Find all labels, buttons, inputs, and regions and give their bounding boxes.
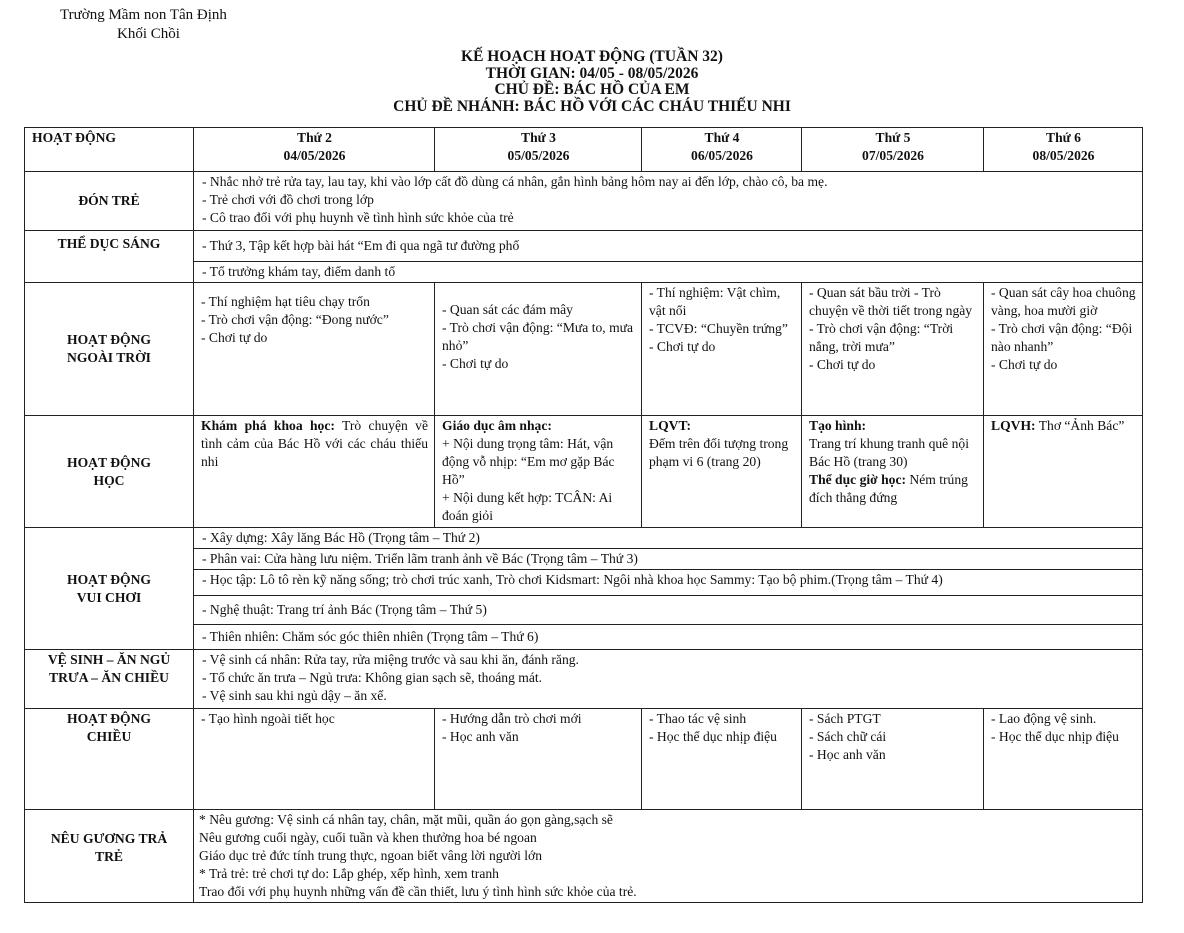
text-line: - Thí nghiệm: Vật chìm, vật nổi: [649, 285, 781, 318]
label-line: CHIỀU: [86, 729, 132, 744]
day-name: Thứ 3: [521, 130, 556, 145]
text-line: - Chơi tự do: [991, 357, 1058, 372]
text-line: - Hướng dẫn trò chơi mới: [442, 711, 582, 726]
document-title-block: [0, 49, 1184, 115]
text-line: - Thí nghiệm hạt tiêu chạy trốn: [201, 294, 370, 309]
text-line: * Nêu gương: Vệ sinh cá nhân tay, chân, mặt mũi, quần áo gọn gàng,sạch sẽ: [199, 812, 613, 827]
label-line: VỆ SINH – ĂN NGỦ: [47, 652, 171, 667]
subject-text: Đếm trên đối tượng trong phạm vi 6 (trang 20): [649, 436, 789, 469]
label-line: NÊU GƯƠNG TRẢ: [50, 831, 168, 846]
school-header: [60, 6, 227, 44]
hoc-fri: [984, 416, 1143, 528]
row-ve-sinh: [25, 650, 1143, 709]
text-line: Trao đổi với phụ huynh những vấn đề cần thiết, lưu ý tình hình sức khỏe của trẻ.: [199, 884, 637, 899]
chieu-mon: [194, 709, 435, 810]
the-duc-sang-line1: - Thứ 3, Tập kết hợp bài hát “Em đi qua ngã tư đường phố: [194, 231, 1143, 262]
text-line: - Lao động vệ sinh.: [991, 711, 1097, 726]
subject-title: LQVH:: [991, 418, 1036, 433]
text-line: + Nội dung trọng tâm: Hát, vận động vỗ nhịp: “Em mơ gặp Bác Hồ”: [442, 436, 615, 487]
text-line: - Chơi tự do: [649, 339, 716, 354]
day-name: Thứ 5: [875, 130, 911, 145]
day-header-wed: [642, 128, 802, 172]
row-label-neu-guong: [25, 810, 194, 903]
vui-choi-line: - Học tập: Lô tô rèn kỹ năng sống; trò chơi trúc xanh, Trò chơi Kidsmart: Ngôi nhà khoa học Sammy: Tạo bộ phim.(Trọng tâm – Thứ 4): [194, 570, 1143, 596]
vui-choi-line: - Nghệ thuật: Trang trí ảnh Bác (Trọng tâm – Thứ 5): [194, 596, 1143, 625]
text-line: - Sách PTGT: [809, 711, 881, 726]
chieu-thu: [802, 709, 984, 810]
school-name: Trường Mầm non Tân Định: [60, 7, 227, 23]
day-name: Thứ 4: [704, 130, 740, 145]
subject-text: Trò chuyện về tình cảm của Bác Hồ với các cháu thiếu nhi: [201, 418, 428, 469]
label-line: HOẠT ĐỘNG: [67, 332, 151, 347]
subject-title: Thể dục giờ học:: [809, 472, 907, 487]
ngoai-troi-tue: [435, 283, 642, 416]
hoc-thu: [802, 416, 984, 528]
label-line: TRẺ: [95, 849, 123, 864]
row-don-tre: [25, 172, 1143, 231]
text-line: - Chơi tự do: [442, 356, 509, 371]
day-header-mon: [194, 128, 435, 172]
subject-text: Ném trúng đích thẳng đứng: [809, 472, 968, 505]
row-the-duc-sang-1: [25, 231, 1143, 262]
text-line: + Nội dung kết hợp: TCÂN: Ai đoán giỏi: [442, 490, 613, 523]
text-line: - Trò chơi vận động: “Đong nước”: [201, 312, 389, 327]
day-header-thu: [802, 128, 984, 172]
hoc-mon: [194, 416, 435, 528]
day-date: 04/05/2026: [283, 148, 346, 163]
row-label-ngoai-troi: [25, 283, 194, 416]
subject-title: Tạo hình:: [809, 418, 867, 433]
ngoai-troi-thu: [802, 283, 984, 416]
row-chieu: [25, 709, 1143, 810]
label-line: HỌC: [93, 472, 125, 488]
text-line: - Học thể dục nhịp điệu: [649, 729, 777, 744]
day-name: Thứ 2: [297, 130, 332, 145]
day-date: 08/05/2026: [1032, 148, 1095, 163]
text-line: - Quan sát các đám mây: [442, 302, 573, 317]
subject-title: LQVT:: [649, 418, 692, 433]
vui-choi-line: - Xây dựng: Xây lăng Bác Hồ (Trọng tâm – Thứ 2): [194, 528, 1143, 549]
grade-name: Khối Chồi: [117, 26, 180, 42]
schedule-table: [24, 127, 1143, 903]
plan-time: THỜI GIAN: 04/05 - 08/05/2026: [485, 64, 699, 82]
ngoai-troi-mon: [194, 283, 435, 416]
ngoai-troi-fri: [984, 283, 1143, 416]
subject-text: Thơ “Ảnh Bác”: [1035, 418, 1125, 433]
plan-title: KẾ HOẠCH HOẠT ĐỘNG (TUẦN 32): [461, 48, 723, 65]
don-tre-content: [194, 172, 1143, 231]
text-line: - Nhắc nhở trẻ rửa tay, lau tay, khi vào lớp cất đồ dùng cá nhân, gắn hình bảng hôm nay ai đến lớp, chào cô, ba mẹ.: [202, 174, 828, 189]
ve-sinh-content: [194, 650, 1143, 709]
label-line: HOẠT ĐỘNG: [67, 711, 151, 726]
row-neu-guong: [25, 810, 1143, 903]
text-line: - Thao tác vệ sinh: [649, 711, 747, 726]
chieu-wed: [642, 709, 802, 810]
text-line: - Tổ chức ăn trưa – Ngủ trưa: Không gian sạch sẽ, thoáng mát.: [202, 670, 543, 685]
the-duc-sang-line2: - Tổ trưởng khám tay, điểm danh tổ: [194, 262, 1143, 283]
row-label-don-tre: ĐÓN TRẺ: [25, 172, 194, 231]
subject-title: Khám phá khoa học:: [201, 418, 335, 433]
hoc-tue: [435, 416, 642, 528]
day-header-tue: [435, 128, 642, 172]
text-line: - Vệ sinh sau khi ngủ dậy – ăn xế.: [202, 688, 387, 703]
text-line: - Trẻ chơi với đồ chơi trong lớp: [202, 192, 374, 207]
hoc-wed: [642, 416, 802, 528]
label-line: VUI CHƠI: [76, 589, 142, 605]
vui-choi-line: - Phân vai: Cửa hàng lưu niệm. Triển lãm tranh ảnh về Bác (Trọng tâm – Thứ 3): [194, 549, 1143, 570]
row-vui-choi-1: [25, 528, 1143, 549]
label-line: HOẠT ĐỘNG: [67, 454, 151, 470]
text-line: - Trò chơi vận động: “Trời nắng, trời mưa”: [809, 321, 954, 354]
day-header-fri: [984, 128, 1143, 172]
text-line: - Vệ sinh cá nhân: Rửa tay, rửa miệng trước và sau khi ăn, đánh răng.: [202, 652, 579, 667]
plan-theme: CHỦ ĐỀ: BÁC HỒ CỦA EM: [494, 81, 690, 98]
row-hoat-dong-hoc: [25, 416, 1143, 528]
text-line: - Học thể dục nhịp điệu: [991, 729, 1119, 744]
text-line: - Chơi tự do: [809, 357, 876, 372]
vui-choi-line: - Thiên nhiên: Chăm sóc góc thiên nhiên (Trọng tâm – Thứ 6): [194, 625, 1143, 650]
label-line: TRƯA – ĂN CHIỀU: [49, 670, 169, 685]
day-date: 05/05/2026: [507, 148, 570, 163]
plan-sub-theme: CHỦ ĐỀ NHÁNH: BÁC HỒ VỚI CÁC CHÁU THIẾU NHI: [393, 97, 791, 115]
text-line: - Học anh văn: [442, 729, 519, 744]
activity-header: HOẠT ĐỘNG: [25, 128, 194, 172]
row-label-vui-choi: [25, 528, 194, 650]
text-line: Nêu gương cuối ngày, cuối tuần và khen thưởng hoa bé ngoan: [199, 830, 537, 845]
row-label-chieu: [25, 709, 194, 810]
day-date: 06/05/2026: [691, 148, 753, 163]
text-line: - Quan sát cây hoa chuông vàng, hoa mười giờ: [991, 285, 1136, 318]
text-line: - Chơi tự do: [201, 330, 268, 345]
chieu-tue: [435, 709, 642, 810]
row-label-hoat-dong-hoc: [25, 416, 194, 528]
text-line: - Trò chơi vận động: “Mưa to, mưa nhỏ”: [442, 320, 634, 353]
subject-text: Trang trí khung tranh quê nội Bác Hồ (trang 30): [809, 436, 969, 469]
label-line: NGOÀI TRỜI: [67, 350, 151, 365]
text-line: - Trò chơi vận động: “Đội nào nhanh”: [991, 321, 1133, 354]
row-ngoai-troi: [25, 283, 1143, 416]
text-line: - TCVĐ: “Chuyền trứng”: [649, 321, 788, 336]
subject-title: Giáo dục âm nhạc:: [442, 418, 552, 433]
text-line: - Sách chữ cái: [809, 729, 887, 744]
row-label-the-duc-sang: THỂ DỤC SÁNG: [25, 231, 194, 283]
text-line: - Học anh văn: [809, 747, 886, 762]
text-line: - Cô trao đổi với phụ huynh về tình hình sức khỏe của trẻ: [202, 210, 514, 225]
neu-guong-content: [194, 810, 1143, 903]
table-header-row: [25, 128, 1143, 172]
label-line: HOẠT ĐỘNG: [67, 571, 151, 587]
text-line: - Quan sát bầu trời - Trò chuyện về thời tiết trong ngày: [809, 285, 973, 318]
chieu-fri: [984, 709, 1143, 810]
ngoai-troi-wed: [642, 283, 802, 416]
text-line: Giáo dục trẻ đức tính trung thực, ngoan biết vâng lời người lớn: [199, 848, 543, 863]
row-label-ve-sinh: [25, 650, 194, 709]
text-line: * Trả trẻ: trẻ chơi tự do: Lắp ghép, xếp hình, xem tranh: [199, 866, 499, 881]
text-line: - Tạo hình ngoài tiết học: [201, 711, 335, 726]
day-date: 07/05/2026: [862, 148, 924, 163]
day-name: Thứ 6: [1046, 130, 1081, 145]
